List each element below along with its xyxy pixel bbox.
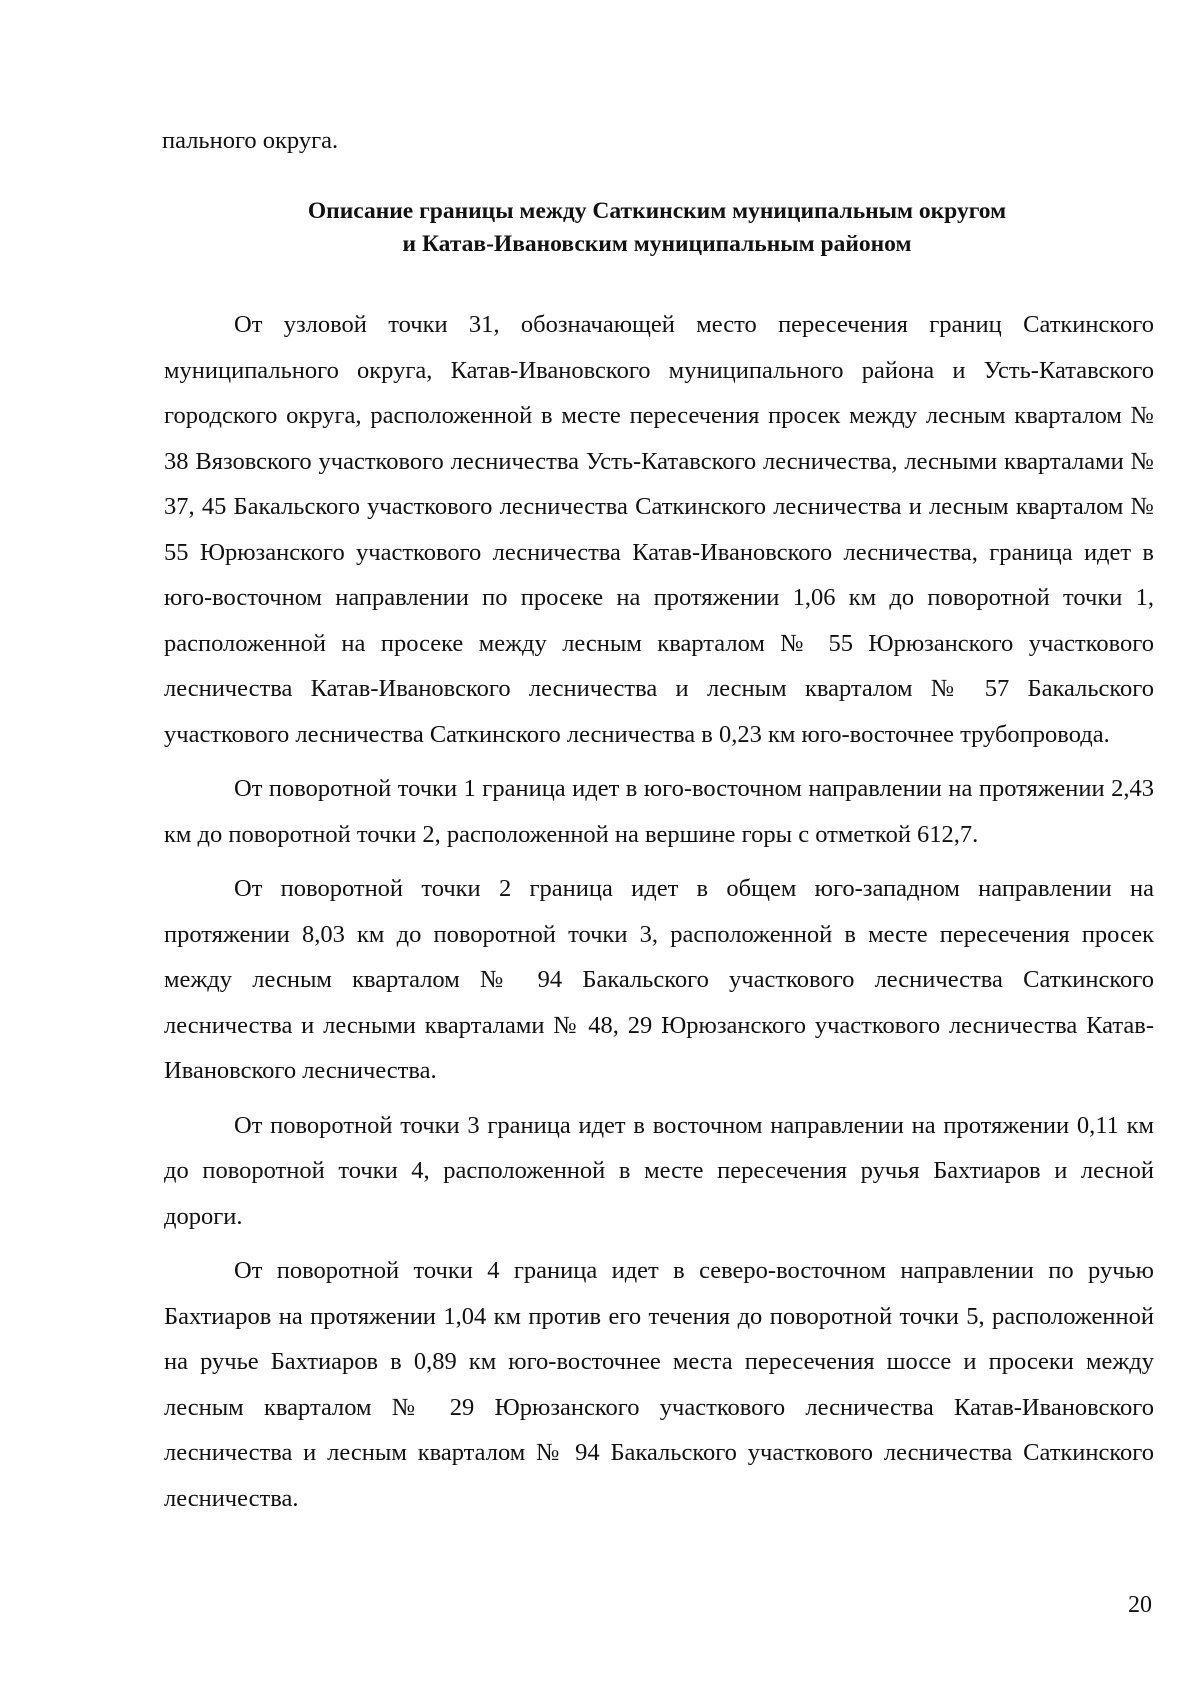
heading-line-1: Описание границы между Саткинским муниципальным округом — [307, 198, 1007, 224]
continuation-text: пального округа. — [162, 127, 339, 154]
page-number: 20 — [1128, 1592, 1152, 1618]
paragraph: От поворотной точки 1 граница идет в юго-восточном направлении на протяжении 2,43 км до поворотной точки 2, расположенной на вершине горы с отметкой 612,7. — [164, 775, 1154, 848]
heading-line-2: и Катав-Ивановским муниципальным районом — [402, 231, 912, 257]
paragraph: От узловой точки 31, обозначающей место пересечения границ Саткинского муниципального округа, Катав-Ивановского муниципального района и Усть-Катавского городского округа, расположенной в месте пересечения просек между лесным кварталом № 38 Вязовского участкового лесничества Усть-Катавского лесничества, лесными кварталами № 37, 45 Бакальского участкового лесничества Саткинского лесничества и лесным кварталом № 55 Юрюзанского участкового лесничества Катав-Ивановского лесничества, граница идет в юго-восточном направлении по просеке на протяжении 1,06 км до поворотной точки 1, расположенной на просеке между лесным кварталом № 55 Юрюзанского участкового лесничества Катав-Ивановского лесничества и лесным кварталом № 57 Бакальского участкового лесничества Саткинского лесничества в 0,23 км юго-восточнее трубопровода. — [164, 311, 1154, 748]
body-text — [164, 302, 1154, 1530]
section-heading — [162, 195, 1152, 261]
paragraph: От поворотной точки 2 граница идет в общем юго-западном направлении на протяжении 8,03 км до поворотной точки 3, расположенной в месте пересечения просек между лесным кварталом № 94 Бакальского участкового лесничества Саткинского лесничества и лесными кварталами № 48, 29 Юрюзанского участкового лесничества Катав-Ивановского лесничества. — [164, 875, 1154, 1084]
paragraph: От поворотной точки 3 граница идет в восточном направлении на протяжении 0,11 км до поворотной точки 4, расположенной в месте пересечения ручья Бахтиаров и лесной дороги. — [164, 1111, 1154, 1230]
paragraph: От поворотной точки 4 граница идет в северо-восточном направлении по ручью Бахтиаров на протяжении 1,04 км против его течения до поворотной точки 5, расположенной на ручье Бахтиаров в 0,89 км юго-восточнее места пересечения шоссе и просеки между лесным кварталом № 29 Юрюзанского участкового лесничества Катав-Ивановского лесничества и лесным кварталом № 94 Бакальского участкового лесничества Саткинского лесничества. — [164, 1257, 1154, 1512]
